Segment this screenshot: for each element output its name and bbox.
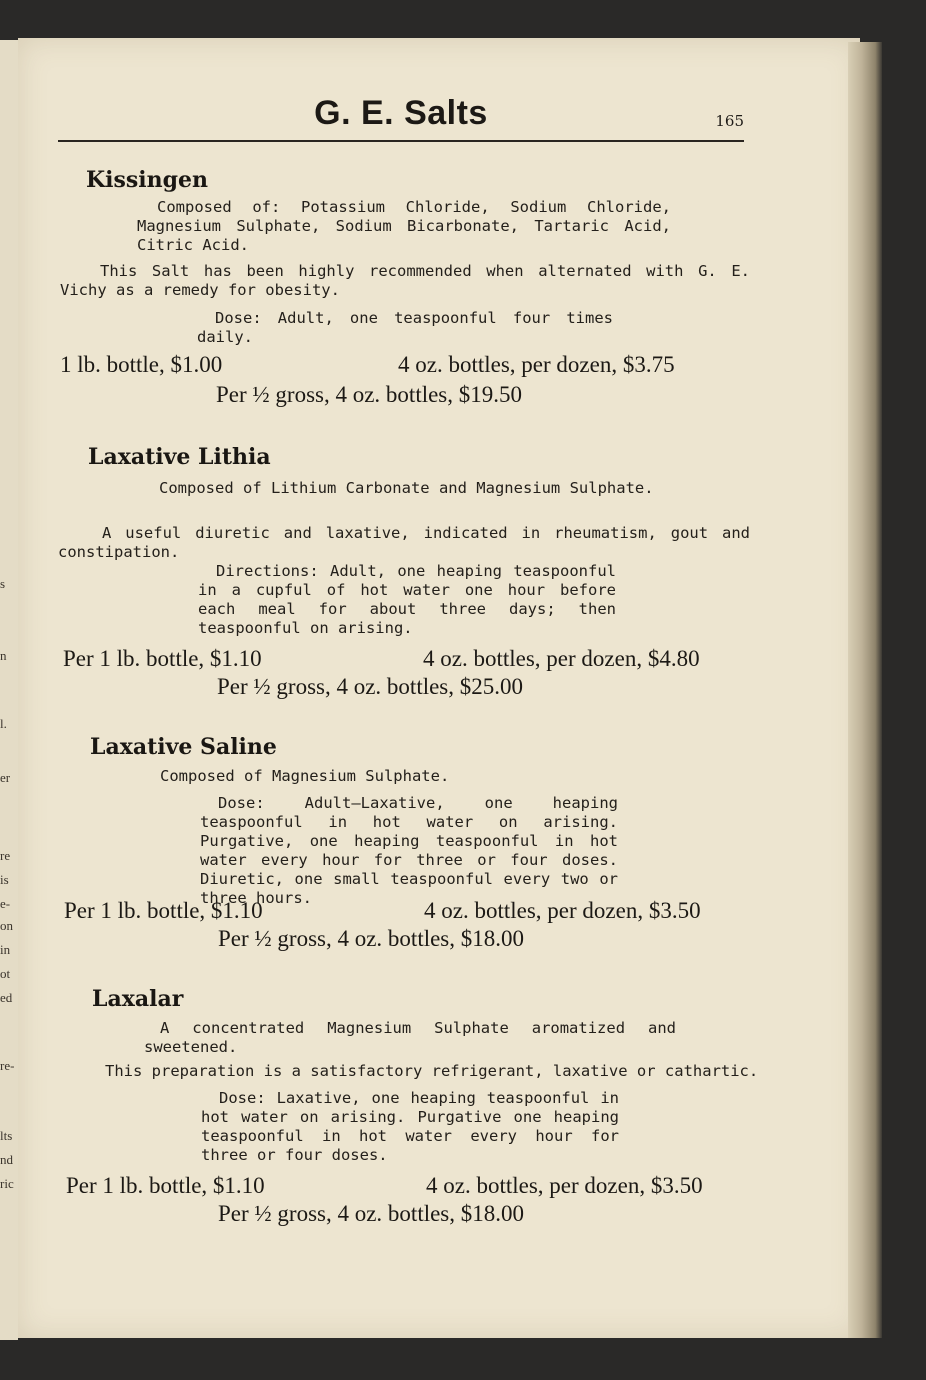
- price-per-dozen: 4 oz. bottles, per dozen, $3.50: [424, 898, 701, 923]
- dose-text: Dose: Adult, one teaspoonful four times daily.: [197, 309, 613, 346]
- margin-fragment: ot: [0, 966, 11, 981]
- margin-fragment: nd: [0, 1152, 13, 1167]
- composition-text: Composed of Lithium Carbonate and Magnesium Sulphate.: [159, 479, 654, 497]
- price-per-dozen: 4 oz. bottles, per dozen, $3.75: [398, 352, 675, 377]
- section-title-laxative-lithia: Laxative Lithia: [88, 444, 271, 470]
- price-per-half-gross: Per ½ gross, 4 oz. bottles, $25.00: [217, 674, 524, 699]
- margin-fragment: on: [0, 918, 13, 933]
- margin-fragment: is: [0, 872, 9, 887]
- composition-text: A concentrated Magnesium Sulphate aromatized and sweetened.: [144, 1019, 676, 1056]
- page-title: G. E. Salts: [314, 94, 488, 132]
- price-per-pound: Per 1 lb. bottle, $1.10: [64, 898, 263, 923]
- price-per-half-gross: Per ½ gross, 4 oz. bottles, $19.50: [216, 382, 523, 407]
- price-per-half-gross: Per ½ gross, 4 oz. bottles, $18.00: [218, 926, 525, 951]
- description-text: A useful diuretic and laxative, indicated in rheumatism, gout and constipation.: [58, 524, 750, 561]
- description-text: This preparation is a satisfactory refrigerant, laxative or cathartic.: [105, 1062, 759, 1080]
- price-per-half-gross: Per ½ gross, 4 oz. bottles, $18.00: [218, 1201, 525, 1226]
- price-per-dozen: 4 oz. bottles, per dozen, $3.50: [426, 1173, 703, 1198]
- margin-fragment: re-: [0, 1058, 15, 1073]
- price-per-pound: Per 1 lb. bottle, $1.10: [66, 1173, 265, 1198]
- margin-fragment: re: [0, 848, 11, 863]
- section-title-laxalar: Laxalar: [92, 986, 184, 1012]
- page-number: 165: [715, 112, 744, 130]
- price-per-dozen: 4 oz. bottles, per dozen, $4.80: [423, 646, 700, 671]
- margin-fragment: in: [0, 942, 11, 957]
- composition-text: Composed of: Potassium Chloride, Sodium Chloride, Magnesium Sulphate, Sodium Bicarbonate, Tartaric Acid, Citric Acid.: [137, 198, 671, 254]
- margin-fragment: ric: [0, 1176, 14, 1191]
- margin-fragment: er: [0, 770, 11, 785]
- section-title-laxative-saline: Laxative Saline: [90, 734, 277, 760]
- directions-text: Directions: Adult, one heaping teaspoonful in a cupful of hot water one hour before each meal for about three days; then teaspoonful on arising.: [198, 562, 616, 637]
- margin-fragment: lts: [0, 1128, 13, 1143]
- running-header: [58, 92, 744, 142]
- margin-fragment: n: [0, 648, 7, 663]
- previous-page-margin: [0, 40, 18, 1340]
- margin-fragment: ed: [0, 990, 13, 1005]
- price-per-pound: 1 lb. bottle, $1.00: [60, 352, 223, 377]
- page-edge-stack: [848, 42, 882, 1338]
- dose-text: Dose: Laxative, one heaping teaspoonful in hot water on arising. Purgative one heaping teaspoonful in hot water every hour for three or four doses.: [201, 1089, 619, 1164]
- margin-fragment: s: [0, 576, 6, 591]
- margin-fragment: e-: [0, 896, 11, 911]
- margin-fragment: l.: [0, 716, 7, 731]
- composition-text: Composed of Magnesium Sulphate.: [160, 767, 450, 785]
- dose-text: Dose: Adult—Laxative, one heaping teaspoonful in hot water on arising. Purgative, one heaping teaspoonful in hot water every hour for three or four doses. Diuretic, one small teaspoonful every two or three hours.: [200, 794, 618, 907]
- description-text: This Salt has been highly recommended when alternated with G. E. Vichy as a remedy for obesity.: [60, 262, 750, 299]
- section-title-kissingen: Kissingen: [86, 167, 208, 193]
- price-per-pound: Per 1 lb. bottle, $1.10: [63, 646, 262, 671]
